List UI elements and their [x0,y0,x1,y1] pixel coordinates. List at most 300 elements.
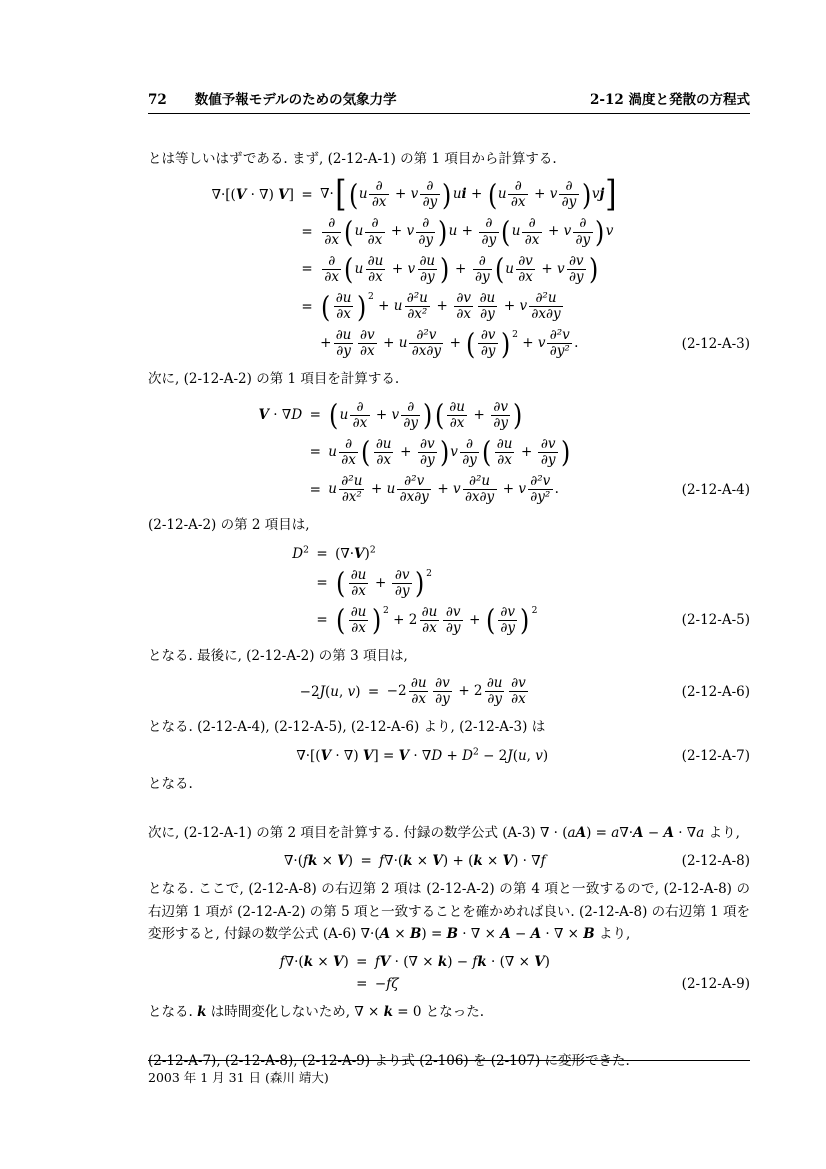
math-var: u [328,481,337,498]
math-var: v [407,260,416,277]
math-text: + [445,335,466,352]
math-text: + [373,298,394,315]
math-var: u [354,260,364,277]
math-fraction [508,179,527,210]
header-right-title: 2-12 渦度と発散の方程式 [590,92,750,108]
math-fraction [339,474,365,505]
math-text: + [395,443,416,460]
equation-rhs: ∇·[(u $\frac{\partial}{\partial x}$ + v $\frac{\partial}{\partial y}$ )ui + (u $\frac{\partial}{\partial x}$ + v $\frac{\partial}{\partial y}$ )vj] [320,173,617,215]
math-text: + [466,186,487,203]
math-var: u [448,223,458,240]
math-text: ) − [447,954,473,971]
page-number: 72 [148,92,167,108]
equation-relation: = [309,444,321,461]
math-vector: V [320,747,332,764]
math-var: v [410,186,419,203]
math-vector: V [354,545,365,562]
math-text: 次に, (2-12-A-1) の第 2 項目を計算する. 付録の数学公式 (A-3) ∇ · ( [148,825,568,841]
math-text: . [574,335,579,352]
equation-block [148,748,750,764]
fraction-denominator: ∂y [573,232,592,248]
math-text: より, [704,825,740,841]
math-var: u [511,223,521,240]
math-vector: A [379,925,391,942]
math-fraction [447,400,468,431]
fraction-numerator: ∂u [479,289,496,306]
fraction-numerator: ∂ [345,435,353,452]
equation-rhs [375,976,399,992]
fraction-denominator: ∂x [495,452,514,468]
math-var: u [386,481,396,498]
math-vector: V [235,186,247,203]
equation-number: (2-12-A-6) [681,683,750,700]
math-text: + [371,406,392,423]
math-var: D [292,545,304,562]
equation-rhs [375,954,550,970]
equation-number: (2-12-A-7) [681,747,750,764]
fraction-denominator: ∂y [485,691,504,707]
math-var: v [537,335,546,352]
math-text: · ∇) [246,186,279,203]
math-fraction [322,254,341,285]
math-vector: V [278,186,289,203]
paragraph [148,773,750,795]
equation-relation: = [316,545,328,562]
fraction-denominator: ∂x∂y [409,343,443,359]
equation-lhs [259,407,303,423]
fraction-numerator: ∂ [514,178,522,195]
equation-rhs: ( $\frac{\partial u}{\partial x}$ + $\frac{\partial v}{\partial y}$ ) $^2$ [336,566,432,601]
fraction-numerator: ∂u [350,566,367,583]
math-var: v [519,298,528,315]
equation-block [148,676,750,707]
fraction-denominator: ∂x [349,583,368,599]
math-fraction [522,216,541,247]
math-text: は時間変化しないため, ∇ × [206,1004,384,1021]
math-fraction [433,676,452,707]
math-vector: V [337,853,348,870]
math-text: とは等しいはずである. まず, (2-12-A-1) の第 1 項目から計算する. [148,151,557,167]
paragraph [148,1001,750,1023]
fraction-denominator: ∂y [420,194,439,210]
equation-number: (2-12-A-3) [681,335,750,352]
math-fraction [322,216,341,247]
fraction-denominator: ∂y [334,343,353,359]
math-text: より, [594,925,631,942]
math-var: v [591,186,600,203]
math-fraction [397,474,431,505]
equation-block [148,954,750,992]
math-fraction [348,605,369,636]
math-var: u [452,186,462,203]
math-fraction [401,400,420,431]
math-vector: A [530,925,542,942]
math-var: u [339,406,349,423]
equation-number: (2-12-A-9) [681,976,750,993]
fraction-numerator: ∂ [328,215,336,232]
math-text: ) [343,954,349,971]
math-var: v [453,481,461,498]
fraction-denominator: ∂y [559,194,578,210]
fraction-numerator: ∂ [407,398,415,415]
fraction-denominator: ∂y [433,691,452,707]
math-vector: k [473,853,483,870]
math-superscript: 2 [368,291,374,303]
fraction-numerator: ∂ [375,178,383,195]
fraction-denominator: ∂y [460,452,479,468]
math-text: + [378,335,399,352]
math-fraction [529,291,563,322]
math-text: ) + ( [442,853,474,870]
math-fraction [339,437,358,468]
math-vector: j [599,186,605,203]
math-text: ) [364,545,370,562]
fraction-denominator: ∂y [538,452,557,468]
math-fraction [494,437,515,468]
paragraph [148,148,750,170]
fraction-denominator: ∂y [498,620,517,636]
fraction-denominator: ∂x [516,269,535,285]
fraction-denominator: ∂x² [339,489,364,505]
math-text: + [450,260,471,277]
math-text: × [390,925,410,942]
math-text: ∇· [619,825,634,841]
math-var: f [540,853,546,870]
math-fraction [408,676,429,707]
equation-relation: = [316,612,328,629]
math-text: = 0 となった. [393,1004,485,1021]
paragraph [148,645,750,667]
math-var: v [605,223,614,240]
math-var: f [374,954,380,971]
math-var: v [347,683,356,700]
math-vector: k [197,1004,207,1021]
math-var: u [398,335,408,352]
fraction-numerator: ∂u [335,289,352,306]
math-var: v [535,747,543,764]
math-text: ] [288,186,294,203]
equation-relation: = [309,407,321,424]
math-text: 次に, (2-12-A-2) の第 1 項目を計算する. [148,371,400,388]
math-text: ∇·( [284,853,303,870]
math-var: u [497,186,507,203]
fraction-numerator: ∂u [335,327,352,344]
equation-rhs [296,748,548,764]
fraction-numerator: ∂v [511,675,526,692]
math-vector: V [502,853,514,870]
math-text: ) [544,954,550,971]
fraction-denominator: ∂x [334,306,353,322]
fraction-denominator: ∂x [447,415,466,431]
math-fraction [348,568,369,599]
math-fraction [418,437,437,468]
math-vector: B [583,925,595,942]
fraction-numerator: ∂ [426,178,434,195]
math-vector: k [383,1004,394,1021]
equation-rhs [379,853,546,869]
footer-date-author: 2003 年 1 月 31 日 (森川 靖大) [148,1070,329,1085]
math-vector: V [398,747,410,764]
math-text: ∇·[( [211,186,236,203]
fraction-denominator: ∂x [322,232,341,248]
fraction-denominator: ∂y [392,583,411,599]
fraction-numerator: ∂²u [535,289,557,306]
math-vector: V [332,954,344,971]
math-text: + [433,481,453,498]
fraction-denominator: ∂x [365,232,384,248]
equation-number: (2-12-A-8) [681,853,750,870]
math-text: + [390,186,411,203]
math-text: ) [542,747,549,764]
math-text: × [482,853,503,870]
math-fraction [478,328,497,359]
math-text: + [442,747,463,764]
math-text: + [537,260,558,277]
math-fraction [559,179,578,210]
math-text: + [366,481,387,498]
math-var: v [563,223,572,240]
header-rule [148,113,750,114]
math-fraction [460,437,479,468]
math-vector: A [663,825,674,841]
fraction-numerator: ∂v [420,435,435,452]
math-fraction [509,676,528,707]
fraction-denominator: ∂x [366,269,385,285]
math-text: · ∇ [673,825,697,841]
fraction-numerator: ∂u [350,603,367,620]
math-fraction [333,291,354,322]
math-var: a [696,825,705,841]
math-fraction [443,605,462,636]
fraction-numerator: ∂v [568,252,584,269]
fraction-numerator: ∂v [359,327,375,344]
math-var: f [379,853,385,870]
page-footer [148,1060,750,1086]
equation-relation: = [367,683,380,700]
math-fraction [484,676,505,707]
math-vector: k [307,853,318,870]
equation-lhs [300,684,361,700]
equation-relation: = [301,298,313,315]
fraction-denominator: ∂x [409,691,428,707]
math-text: (∇· [335,545,355,562]
fraction-denominator: ∂x [522,232,541,248]
math-var: v [450,443,458,460]
equation-number: (2-12-A-4) [681,481,750,498]
fraction-denominator: ∂y [473,269,492,285]
math-var: D [431,747,443,764]
fraction-denominator: ∂y [567,269,586,285]
math-text: ∇·( [284,954,304,971]
math-text: . [554,481,559,498]
math-var: v [557,260,565,277]
equation-lhs [284,853,353,869]
math-text: ) · ∇ [513,853,541,870]
fraction-numerator: ∂²v [530,473,551,490]
fraction-numerator: ∂v [518,252,533,269]
equation-rhs: ( $\frac{\partial u}{\partial x}$ ) $^2$ + 2 $\frac{\partial u}{\partial x}$ $\frac{\partial v}{\partial y}$ + ( $\frac{\partial v}{\partial y}$ ) $^2$ [336,603,538,638]
fraction-numerator: ∂²u [406,289,428,306]
math-text: + [387,260,408,277]
fraction-denominator: ∂x [369,194,388,210]
math-var: u [328,443,337,460]
math-superscript: 2 [369,544,376,556]
fraction-numerator: ∂ [528,215,536,232]
math-text: × [317,853,338,870]
fraction-numerator: ∂²v [404,473,425,490]
fraction-denominator: ∂x∂y [463,489,497,505]
fraction-denominator: ∂x [374,452,393,468]
math-var: v [549,186,558,203]
math-vector: V [379,954,391,971]
math-vector: V [432,853,443,870]
math-fraction [538,437,557,468]
math-fraction [477,291,498,322]
math-var: u [354,223,364,240]
fraction-denominator: ∂y [491,415,510,431]
fraction-numerator: ∂u [367,252,384,269]
math-vector: A [500,925,511,942]
math-text: − [510,925,531,942]
document-body [148,148,750,1073]
math-text: + [386,223,407,240]
math-var: D [291,407,303,424]
math-var: a [567,825,576,841]
fraction-numerator: ∂²v [549,327,570,344]
math-fraction [350,400,369,431]
math-text: ] = [373,747,399,764]
equation-relation: = [356,954,368,971]
math-fraction [409,328,443,359]
equation-rhs: u $\frac{\partial}{\partial x}$ ( $\frac{\partial u}{\partial x}$ + $\frac{\partial v}{\partial y}$ )v $\frac{\partial}{\partial y}$ ( $\frac{\partial u}{\partial x}$ + $\frac{\partial v}{\partial y}$ ) [328,435,571,470]
fraction-denominator: ∂x [350,415,369,431]
equation-relation: = [356,976,368,993]
math-var: u [505,260,514,277]
math-superscript: 2 [512,328,518,340]
fraction-numerator: ∂²u [341,473,363,490]
math-fraction [573,216,592,247]
math-vector: k [477,954,487,971]
fraction-numerator: ∂ [478,252,486,269]
math-text: + [529,186,550,203]
fraction-denominator: ∂y² [547,343,572,359]
fraction-denominator: ∂y [416,232,435,248]
math-fraction [392,568,411,599]
fraction-denominator: ∂x [420,620,439,636]
math-fraction [479,216,498,247]
fraction-denominator: ∂x² [405,306,430,322]
math-text: ) = [421,925,447,942]
fraction-numerator: ∂²u [468,473,491,490]
math-text: · ∇ [409,747,432,764]
math-fraction [373,437,394,468]
fraction-numerator: ∂u [421,603,438,620]
fraction-numerator: ∂v [445,603,461,620]
math-var: u [393,298,403,315]
equation-rhs [335,546,376,562]
fraction-denominator: ∂y [479,232,498,248]
fraction-numerator: ∂v [394,566,410,583]
fraction-numerator: ∂ [579,215,587,232]
math-fraction [491,400,510,431]
fraction-numerator: ∂u [496,435,513,452]
math-text: · ∇ [269,407,292,424]
math-text: − [374,976,387,993]
fraction-denominator: ∂x [454,306,473,322]
math-var: u [358,186,368,203]
equation-number: (2-12-A-5) [681,612,750,629]
math-fraction [365,254,386,285]
math-text: となる. [148,1004,198,1021]
paragraph [148,716,750,738]
math-fraction [473,254,492,285]
math-text: + [432,298,453,315]
fraction-denominator: ∂y [401,415,420,431]
equation-relation: = [301,186,313,203]
math-var: f [302,853,308,870]
math-text: + [517,335,538,352]
fraction-numerator: ∂u [449,398,465,415]
fraction-numerator: ∂u [410,675,427,692]
fraction-numerator: ∂ [485,215,493,232]
math-var: D [462,747,473,764]
fraction-numerator: ∂ [422,215,430,232]
fraction-denominator: ∂x [349,620,368,636]
math-text: (2-12-A-2) の第 2 項目は, [148,517,310,534]
fraction-denominator: ∂y² [528,489,553,505]
equation-lhs [212,187,294,203]
math-fraction [417,254,438,285]
paragraph [148,822,750,844]
math-text: , [338,683,348,700]
math-text: −2 [299,683,320,700]
equation-rhs: (u $\frac{\partial}{\partial x}$ + v $\frac{\partial}{\partial y}$ )( $\frac{\partial u}{\partial x}$ + $\frac{\partial v}{\partial y}$ ) [329,398,523,433]
fraction-numerator: ∂ [565,178,573,195]
math-vector: A [575,825,587,841]
math-text: − 2 [478,747,508,764]
fraction-numerator: ∂v [435,675,450,692]
math-vector: k [303,954,314,971]
math-text: −2 [386,683,407,700]
math-superscript: 2 [472,746,479,758]
math-text: + [457,223,478,240]
fraction-denominator: ∂x [339,452,358,468]
math-vector: A [633,825,644,841]
fraction-denominator: ∂x∂y [397,489,431,505]
paragraph [148,368,750,390]
math-text: ∇· [320,186,334,203]
equation-rhs: $\frac{\partial}{\partial x}$ (u $\frac{\partial u}{\partial x}$ + v $\frac{\partial u}{\partial y}$ ) + $\frac{\partial}{\partial y}$ (u $\frac{\partial v}{\partial x}$ + v $\frac{\partial v}{\partial y}$ ) [320,254,599,285]
equation-rhs [328,474,559,505]
math-var: f [279,954,285,971]
math-fraction [420,179,439,210]
fraction-denominator: ∂y [478,306,497,322]
equation-block [148,546,750,636]
fraction-numerator: ∂ [356,398,364,415]
fraction-denominator: ∂x [509,691,528,707]
math-text: + [464,611,485,628]
math-vector: B [446,925,458,942]
fraction-numerator: ∂u [419,252,436,269]
math-text: · ∇ × [458,925,501,942]
equation-rhs: ( $\frac{\partial u}{\partial x}$ ) $^2$ + u $\frac{\text{∂²u}}{\text{∂x²}}$ + $\frac{\partial v}{\partial x}$ $\frac{\partial u}{\partial y}$ + v $\frac{\text{∂²u}}{\partial x\partial y}$ [320,291,565,322]
math-vector: i [461,186,467,203]
page-header [148,88,750,108]
math-text: + [543,223,564,240]
math-superscript: 2 [383,605,389,617]
fraction-denominator: ∂x [508,194,527,210]
math-text: + [499,298,520,315]
